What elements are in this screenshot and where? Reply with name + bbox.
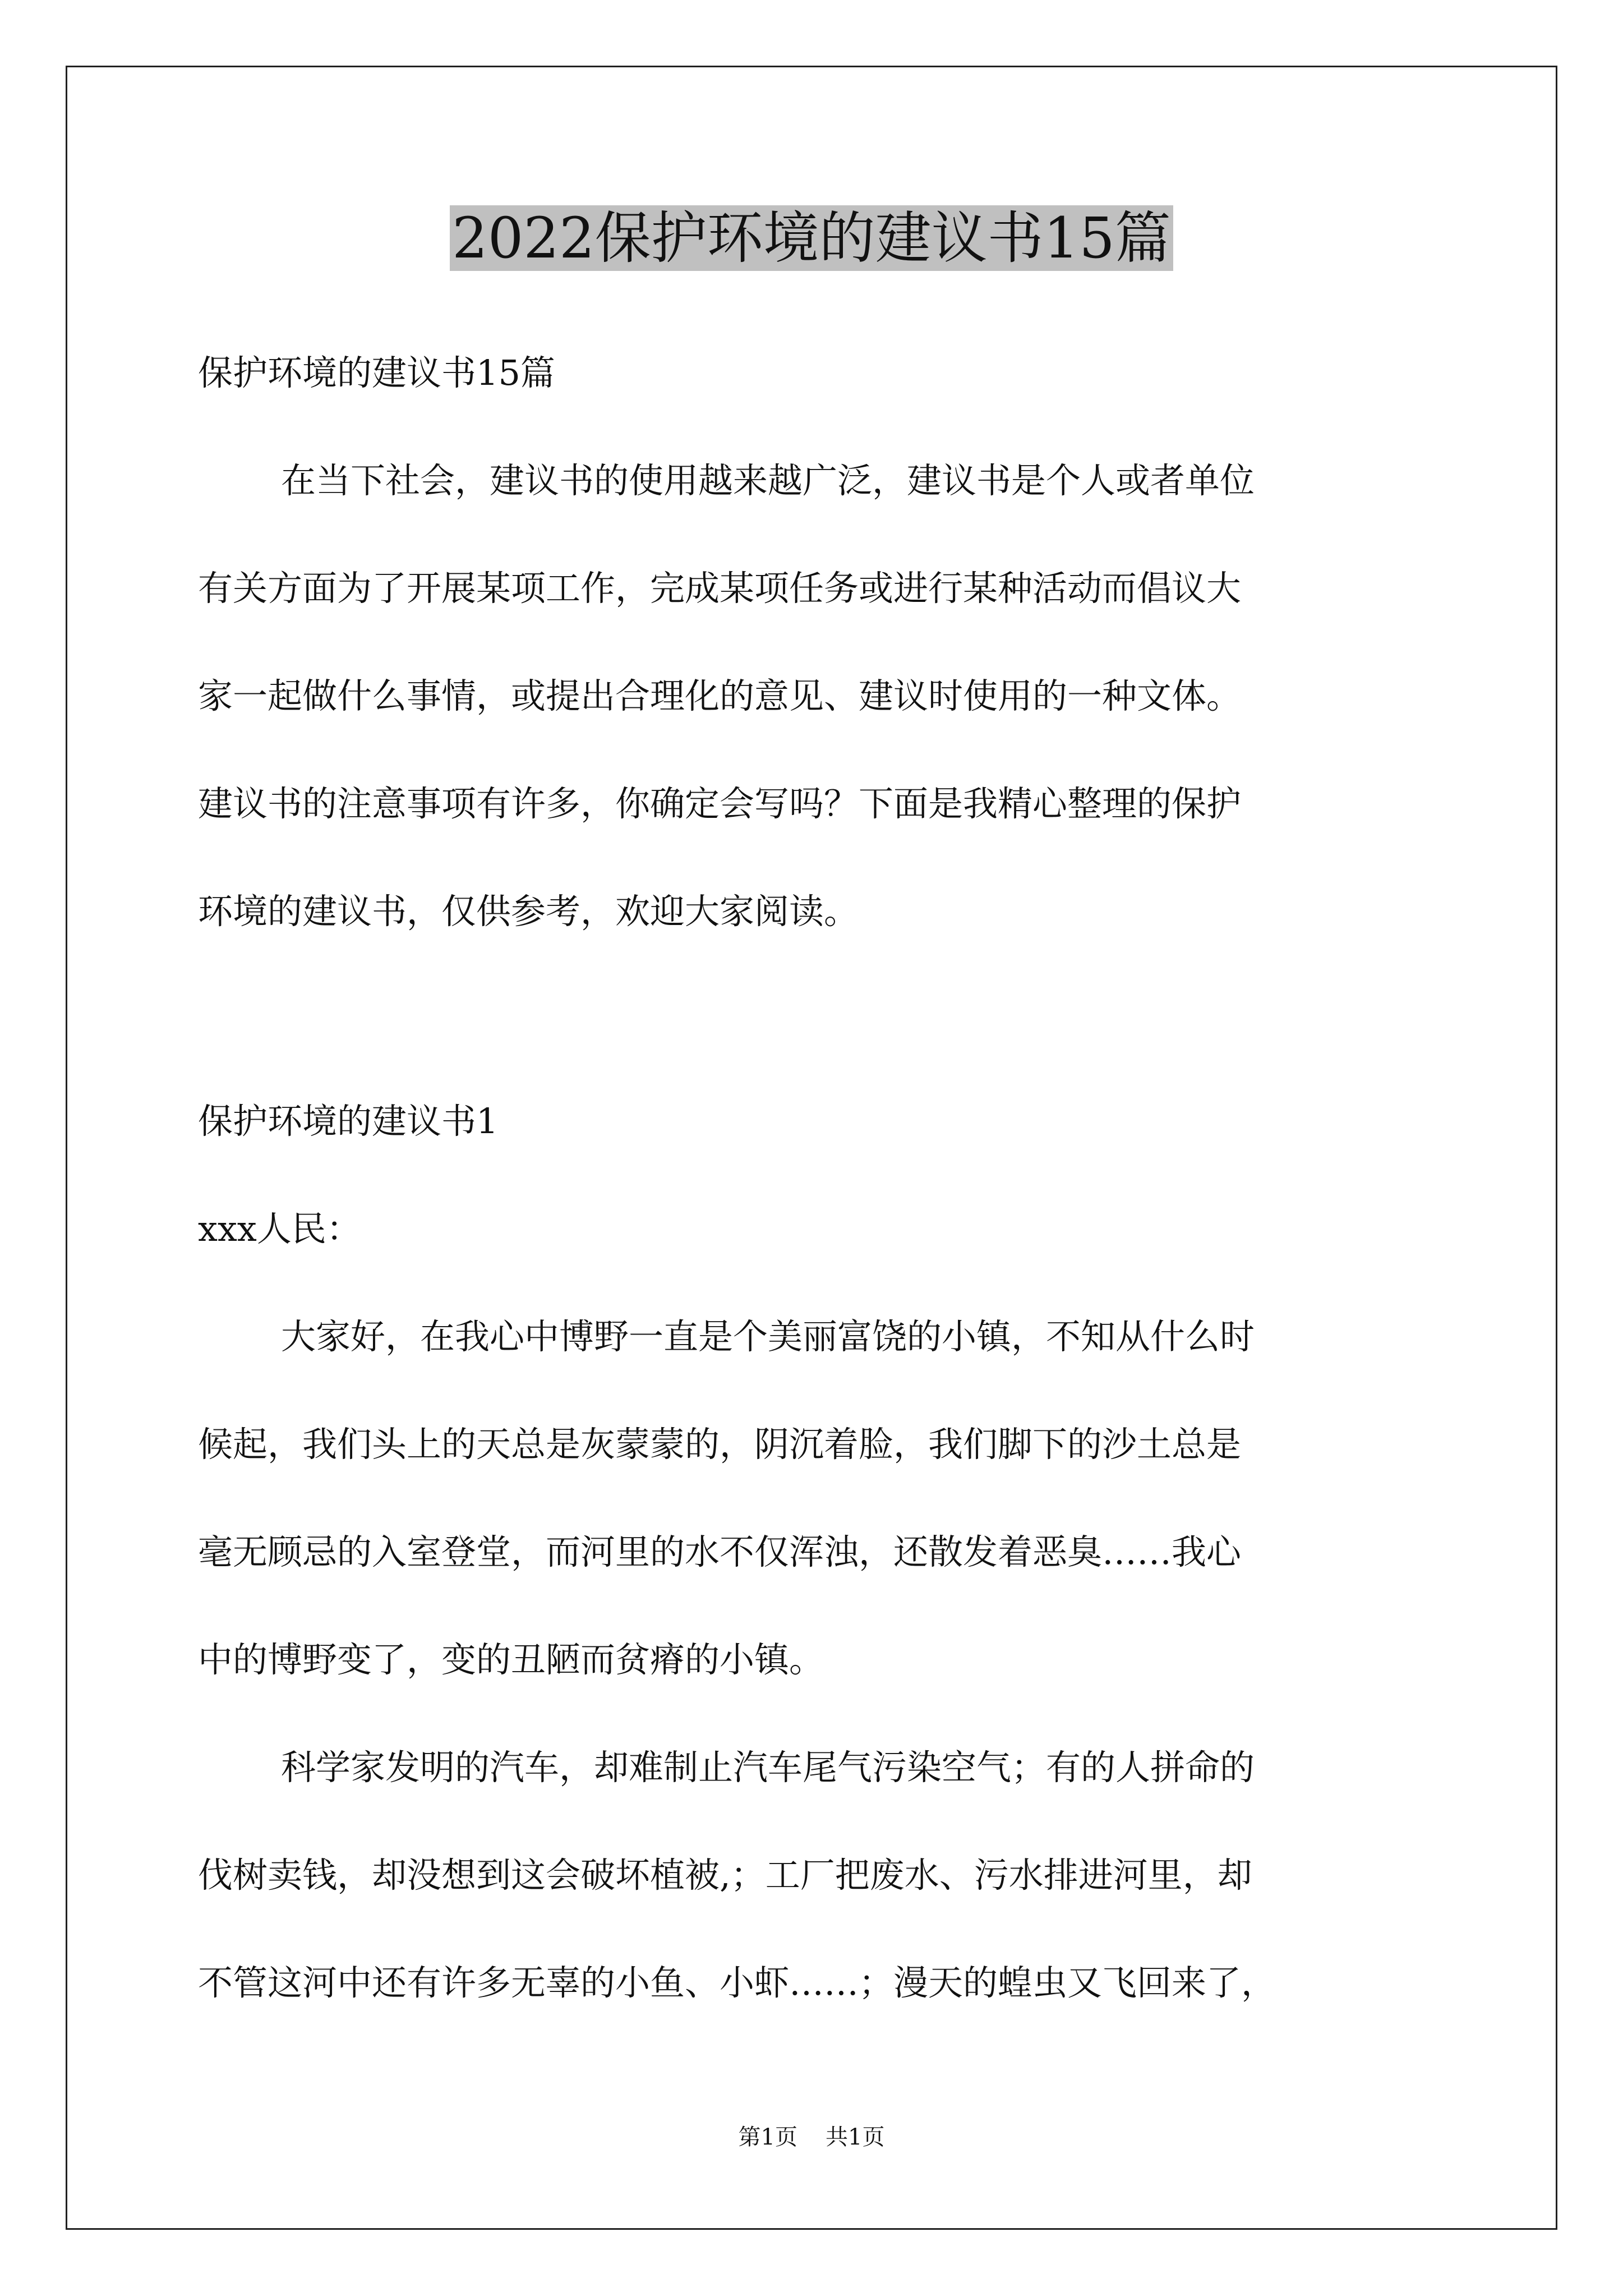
subtitle: 保护环境的建议书15篇 (198, 352, 555, 393)
title-highlight: 2022保护环境的建议书15篇 (450, 205, 1173, 271)
paragraph-line: 科学家发明的汽车，却难制止汽车尾气污染空气；有的人拼命的 (281, 1747, 1255, 1788)
intro-line: 有关方面为了开展某项工作，完成某项任务或进行某种活动而倡议大 (198, 568, 1242, 609)
document-title (0, 199, 1623, 278)
paragraph-line: 候起，我们头上的天总是灰蒙蒙的，阴沉着脸，我们脚下的沙土总是 (198, 1424, 1242, 1465)
salutation: xxx人民： (198, 1208, 361, 1249)
page-total: 共1页 (826, 2124, 885, 2150)
paragraph-line: 伐树卖钱，却没想到这会破坏植被,；工厂把废水、污水排进河里，却 (198, 1855, 1252, 1895)
paragraph-line: 大家好，在我心中博野一直是个美丽富饶的小镇，不知从什么时 (281, 1316, 1255, 1357)
page-number: 第1页 (738, 2124, 797, 2150)
paragraph-line: 不管这河中还有许多无辜的小鱼、小虾……；漫天的蝗虫又飞回来了， (198, 1962, 1276, 2003)
intro-line: 在当下社会，建议书的使用越来越广泛，建议书是个人或者单位 (281, 460, 1255, 501)
intro-line: 家一起做什么事情，或提出合理化的意见、建议时使用的一种文体。 (198, 675, 1242, 716)
intro-line: 建议书的注意事项有许多，你确定会写吗？下面是我精心整理的保护 (198, 783, 1242, 824)
section-heading: 保护环境的建议书1 (198, 1101, 499, 1142)
intro-line: 环境的建议书，仅供参考，欢迎大家阅读。 (198, 891, 859, 932)
page-footer (0, 2123, 1623, 2151)
paragraph-line: 中的博野变了，变的丑陋而贫瘠的小镇。 (198, 1639, 824, 1680)
paragraph-line: 毫无顾忌的入室登堂，而河里的水不仅浑浊，还散发着恶臭……我心 (198, 1531, 1242, 1572)
